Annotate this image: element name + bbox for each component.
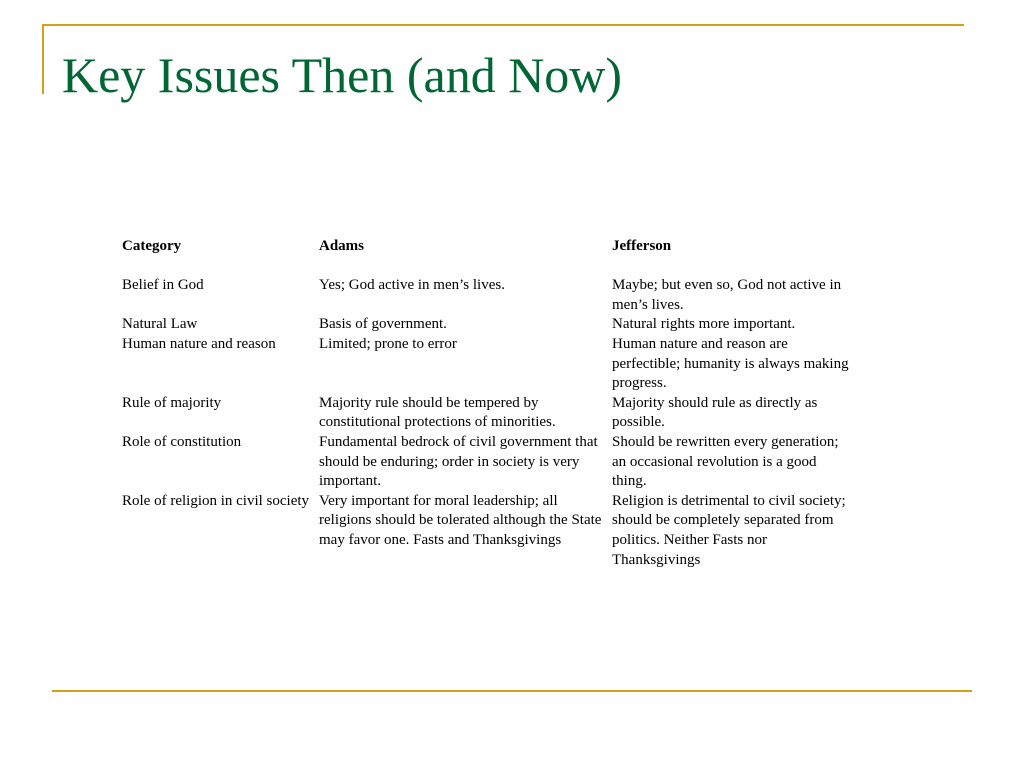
- adams-cell: Basis of government.: [319, 316, 447, 333]
- table-row: [120, 492, 850, 570]
- left-rule: [42, 24, 44, 94]
- page-title: Key Issues Then (and Now): [62, 47, 623, 103]
- table-row: [120, 276, 850, 315]
- adams-cell: Limited; prone to error: [319, 335, 457, 352]
- category-cell: Role of religion in civil society: [122, 492, 310, 509]
- category-cell: Human nature and reason: [122, 335, 276, 352]
- adams-cell: Very important for moral leadership; all religions should be tolerated although the State may favor one. Fasts and Thanksgivings: [319, 492, 602, 548]
- category-cell: Belief in God: [122, 277, 204, 294]
- table-header-row: [120, 237, 850, 276]
- category-cell: Natural Law: [122, 316, 198, 333]
- top-rule: [42, 24, 964, 26]
- jefferson-cell: Maybe; but even so, God not active in men’s lives.: [612, 277, 842, 313]
- header-category: Category: [122, 238, 182, 254]
- category-cell: Rule of majority: [122, 394, 222, 411]
- jefferson-cell: Human nature and reason are perfectible; humanity is always making progress.: [612, 335, 849, 392]
- adams-cell: Majority rule should be tempered by constitutional protections of minorities.: [319, 394, 556, 431]
- header-adams: Adams: [319, 238, 365, 254]
- bottom-rule: [52, 690, 972, 692]
- adams-cell: Fundamental bedrock of civil government that should be enduring; order in society is very important.: [319, 433, 598, 490]
- header-jefferson: Jefferson: [612, 238, 672, 254]
- adams-cell: Yes; God active in men’s lives.: [319, 277, 505, 294]
- table-row: [120, 433, 850, 492]
- jefferson-cell: Should be rewritten every generation; an occasional revolution is a good thing.: [612, 433, 839, 490]
- table-row: [120, 394, 850, 433]
- table-row: [120, 335, 850, 394]
- category-cell: Role of constitution: [122, 433, 242, 450]
- table-row: [120, 315, 850, 335]
- comparison-table: [120, 237, 850, 570]
- jefferson-cell: Majority should rule as directly as possible.: [612, 394, 818, 431]
- jefferson-cell: Natural rights more important.: [612, 316, 796, 333]
- jefferson-cell: Religion is detrimental to civil society; should be completely separated from politics. Neither Fasts nor Thanksgivings: [612, 492, 846, 568]
